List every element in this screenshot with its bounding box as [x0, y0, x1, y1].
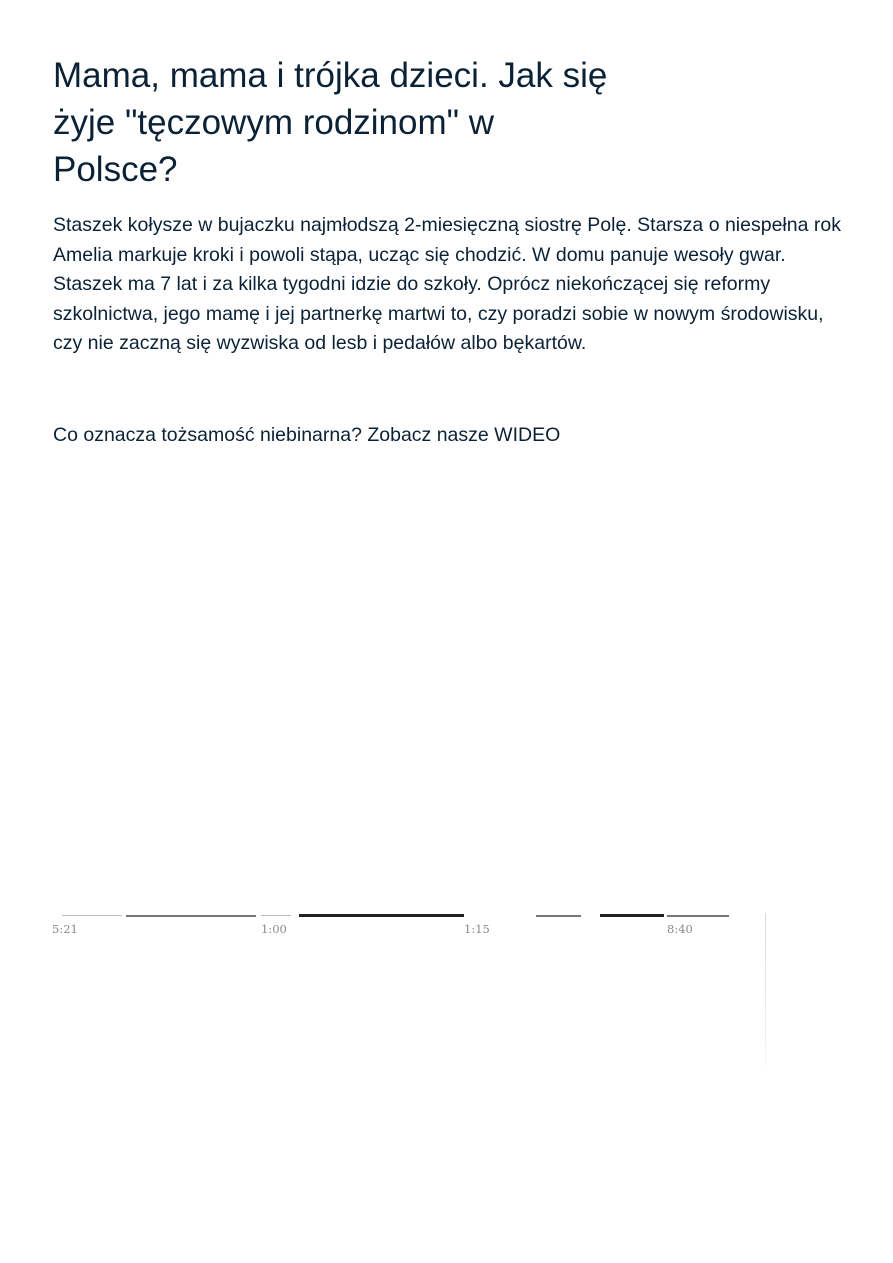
video-duration-3: 1:15 — [464, 922, 490, 936]
video-duration-4: 8:40 — [667, 922, 693, 936]
video-thumbnail-1[interactable] — [52, 913, 256, 953]
article-title: Mama, mama i trójka dzieci. Jak się żyje "tęczowym rodzinom" w Polsce? — [53, 56, 608, 189]
video-link[interactable]: Co oznacza tożsamość niebinarna? Zobacz nasze WIDEO — [53, 424, 561, 446]
carousel-edge — [765, 913, 766, 1065]
video-carousel — [52, 913, 766, 1073]
video-thumbnail-2[interactable] — [261, 913, 461, 953]
video-duration-2: 1:00 — [261, 922, 287, 936]
video-duration-1: 5:21 — [52, 922, 78, 936]
article-lead: Staszek kołysze w bujaczku najmłodszą 2-miesięczną siostrę Polę. Starsza o niespełna rok Amelia markuje kroki i powoli stąpa, ucząc się chodzić. W domu panuje wesoły gwar. Staszek ma 7 lat i za kilka tygodni idzie do szkoły. Oprócz niekończącej się reformy szkolnictwa, jego mamę i jej partnerkę martwi to, czy poradzi sobie w nowym środowisku, czy nie zaczną się wyzwiska od lesb i pedałów albo bękartów. — [53, 214, 841, 354]
video-thumbnail-4[interactable] — [667, 913, 766, 953]
video-thumbnail-3[interactable] — [464, 913, 664, 953]
